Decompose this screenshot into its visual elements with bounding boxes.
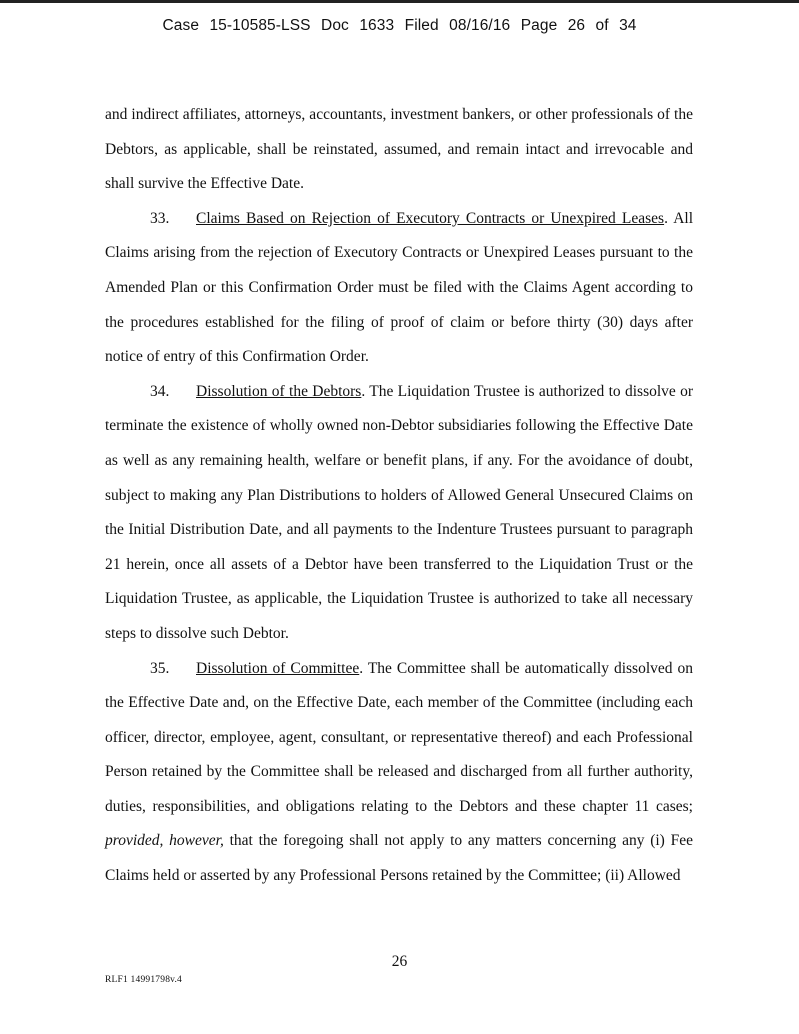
paragraph-number: 34.: [150, 382, 170, 400]
page-count: Page 26 of 34: [520, 17, 637, 34]
paragraph-text: and indirect affiliates, attorneys, accountants, investment bankers, or other professionals of the Debtors, as applicable, shall be reinstated, assumed, and remain intact and irrevocable and shall survive the Effective Date.: [105, 106, 693, 193]
paragraph-text: . All Claims arising from the rejection of Executory Contracts or Unexpired Leases pursuant to the Amended Plan or this Confirmation Order must be filed with the Claims Agent according to the procedures established for the filing of proof of claim or before thirty (30) days after notice of entry of this Confirmation Order.: [105, 209, 693, 366]
paragraph-italic-proviso: provided, however,: [105, 832, 224, 850]
paragraph-35: [105, 652, 693, 894]
doc-number: Doc 1633: [321, 17, 395, 34]
paragraph-text-continued: that the foregoing shall not apply to any matters concerning any (i) Fee Claims held or asserted by any Professional Persons retained by the Committee; (ii) Allowed: [105, 832, 693, 885]
page-number: 26: [391, 953, 408, 970]
paragraph-heading: Dissolution of the Debtors: [196, 382, 362, 400]
paragraph-34: [105, 375, 693, 652]
paragraph-text: . The Committee shall be automatically dissolved on the Effective Date and, on the Effective Date, each member of the Committee (including each officer, director, employee, agent, consultant, or representative thereof) and each Professional Person retained by the Committee shall be released and discharged from all further authority, duties, responsibilities, and obligations relating to the Debtors and these chapter 11 cases;: [105, 659, 694, 815]
case-header: [0, 17, 799, 35]
paragraph-number: 33.: [150, 209, 170, 227]
paragraph-33: [105, 202, 693, 375]
paragraph-heading: Claims Based on Rejection of Executory Contracts or Unexpired Leases: [196, 209, 665, 227]
case-number: Case 15-10585-LSS: [162, 17, 311, 34]
filed-date: Filed 08/16/16: [404, 17, 511, 34]
document-body: [105, 98, 693, 894]
paragraph-continuation: [105, 98, 693, 202]
paragraph-number: 35.: [150, 659, 170, 677]
page-top-rule: [0, 0, 799, 3]
paragraph-text: . The Liquidation Trustee is authorized to dissolve or terminate the existence of wholly owned non-Debtor subsidiaries following the Effective Date as well as any remaining health, welfare or benefit plans, if any. For the avoidance of doubt, subject to making any Plan Distributions to holders of Allowed General Unsecured Claims on the Initial Distribution Date, and all payments to the Indenture Trustees pursuant to paragraph 21 herein, once all assets of a Debtor have been transferred to the Liquidation Trust or the Liquidation Trustee, as applicable, the Liquidation Trustee is authorized to take all necessary steps to dissolve such Debtor.: [105, 382, 694, 642]
paragraph-heading: Dissolution of Committee: [196, 659, 360, 677]
document-id: RLF1 14991798v.4: [105, 975, 183, 985]
